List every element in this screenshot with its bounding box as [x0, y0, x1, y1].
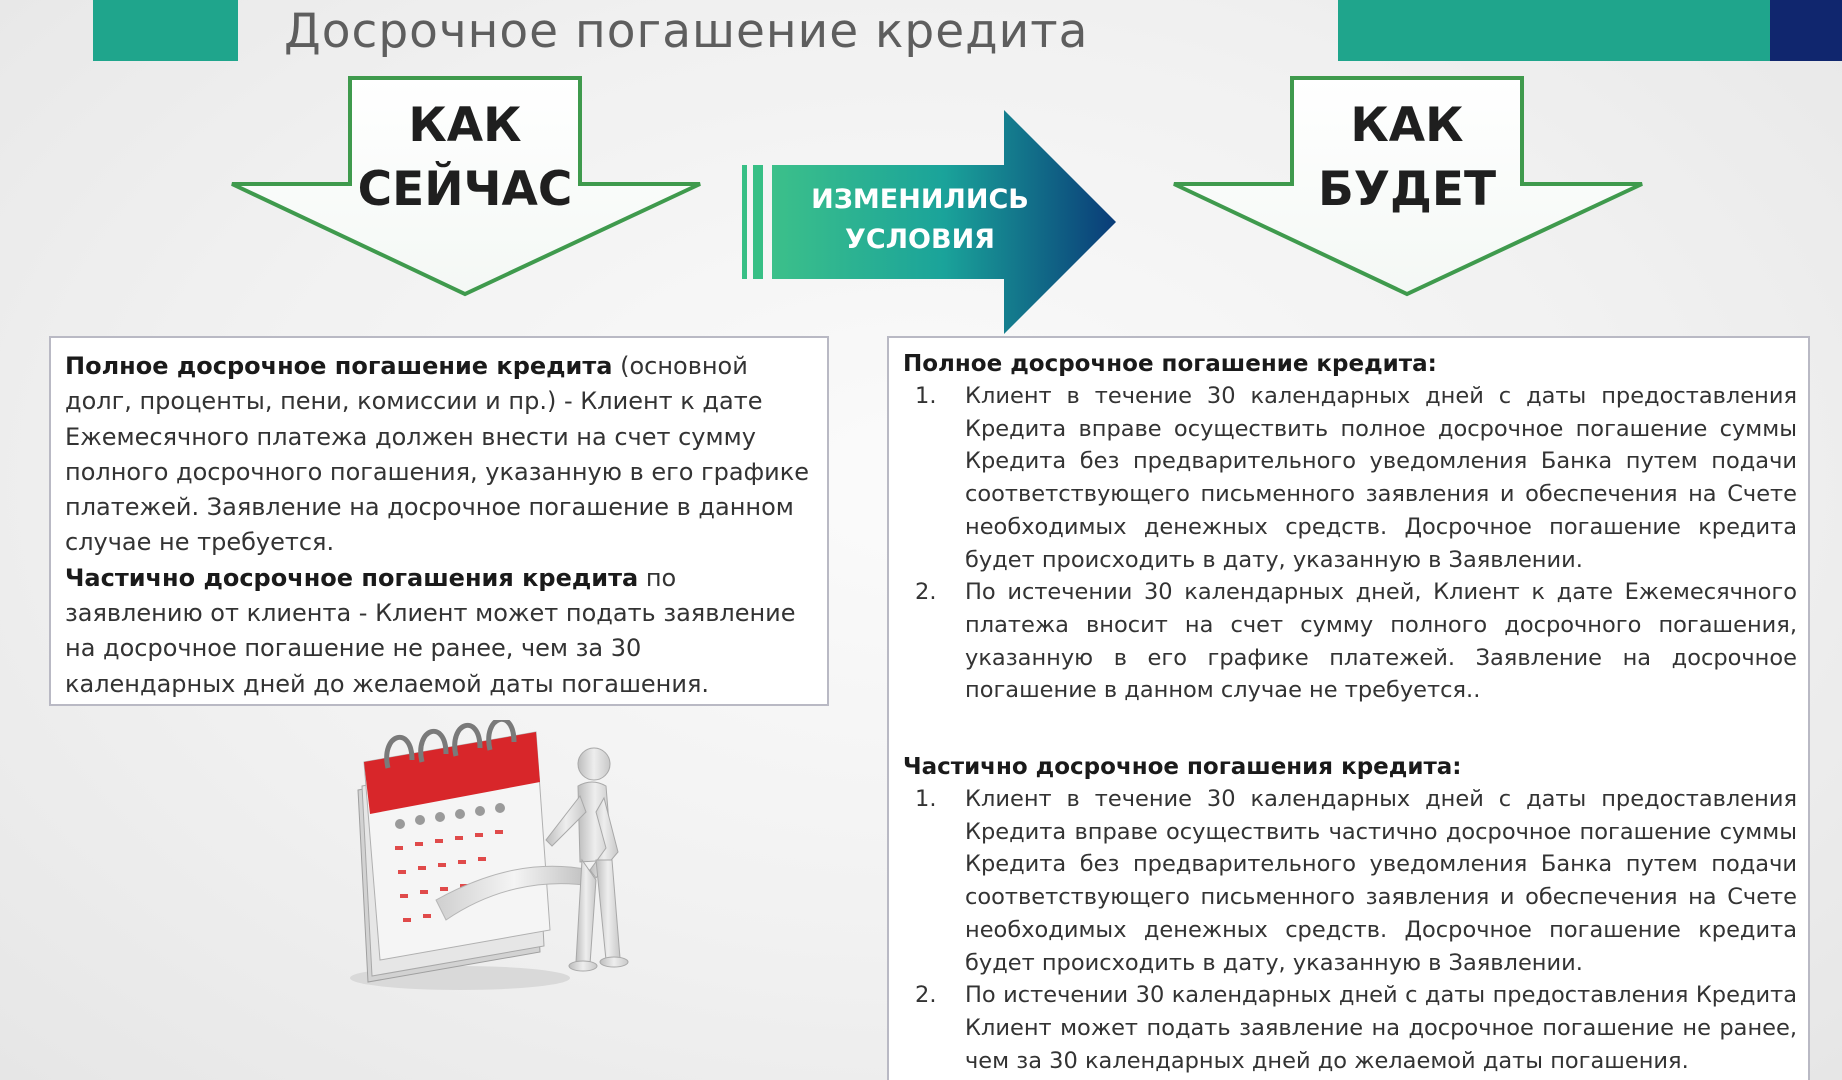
list-item: [903, 783, 1808, 979]
future-partial-list: [903, 783, 1808, 1077]
list-item-number: 2.: [915, 579, 937, 606]
list-item: [903, 380, 1808, 576]
current-partial-paragraph: [65, 561, 815, 702]
label-future: [1282, 94, 1532, 222]
current-full-paragraph: [65, 349, 815, 561]
future-full-heading: Полное досрочное погашение кредита:: [903, 351, 1437, 377]
current-conditions-box: [49, 336, 829, 706]
list-item-text: По истечении 30 календарных дней с даты предоставления Кредита Клиент может подать заявление на досрочное погашение не ранее, чем за 30 календарных дней до желаемой даты погашения.: [965, 982, 1797, 1074]
label-future-line2: БУДЕТ: [1317, 162, 1497, 217]
label-changed-line1: ИЗМЕНИЛИСЬ: [811, 184, 1029, 215]
label-current-line2: СЕЙЧАС: [357, 162, 573, 217]
current-partial-text: по заявлению от клиента - Клиент может подать заявление на досрочное погашение не ранее, чем за 30 календарных дней до желаемой даты погашения.: [65, 563, 796, 698]
current-full-heading: Полное досрочное погашение кредита: [65, 352, 613, 380]
list-item-number: 1.: [915, 786, 937, 813]
label-changed-conditions: [790, 180, 1050, 260]
current-partial-heading: Частично досрочное погашения кредита: [65, 563, 639, 592]
label-current-line1: КАК: [408, 98, 522, 153]
list-item-text: Клиент в течение 30 календарных дней с даты предоставления Кредита вправе осуществить полное досрочное погашение суммы Кредита без предварительного уведомления Банка путем подачи соответствующего письменного заявления и обеспечения на Счете необходимых денежных средств. Досрочное погашение кредита будет происходить в дату, указанную в Заявлении.: [965, 383, 1797, 573]
label-changed-line2: УСЛОВИЯ: [845, 224, 995, 255]
list-item: [903, 979, 1808, 1077]
current-full-text: (основной долг, проценты, пени, комиссии и пр.) - Клиент к дате Ежемесячного платежа должен внести на счет сумму полного досрочного погашения, указанную в его графике платежей. Заявление на досрочное погашение в данном случае не требуется.: [65, 352, 809, 557]
list-item-text: По истечении 30 календарных дней, Клиент к дате Ежемесячного платежа вносит на счет сумму полного досрочного погашения, указанную в его графике платежей. Заявление на досрочное погашение в данном случае не требуется..: [965, 579, 1797, 704]
calendar-person-illustration: [340, 720, 650, 1020]
label-future-line1: КАК: [1350, 98, 1464, 153]
list-item: [903, 576, 1808, 707]
arrows-graphic: [0, 0, 1842, 340]
list-item-text: Клиент в течение 30 календарных дней с даты предоставления Кредита вправе осуществить частично досрочное погашение суммы Кредита без предварительного уведомления Банка путем подачи соответствующего письменного заявления и обеспечения на Счете необходимых денежных средств. Досрочное погашение кредита будет происходить в дату, указанную в Заявлении.: [965, 786, 1797, 976]
future-full-list: [903, 380, 1808, 707]
label-current: [340, 94, 590, 222]
future-partial-heading: Частично досрочное погашения кредита:: [903, 754, 1462, 781]
list-item-number: 1.: [915, 383, 937, 409]
page-title: Досрочное погашение кредита: [284, 4, 1089, 59]
future-conditions-box: [887, 336, 1810, 1080]
list-item-number: 2.: [915, 982, 937, 1009]
